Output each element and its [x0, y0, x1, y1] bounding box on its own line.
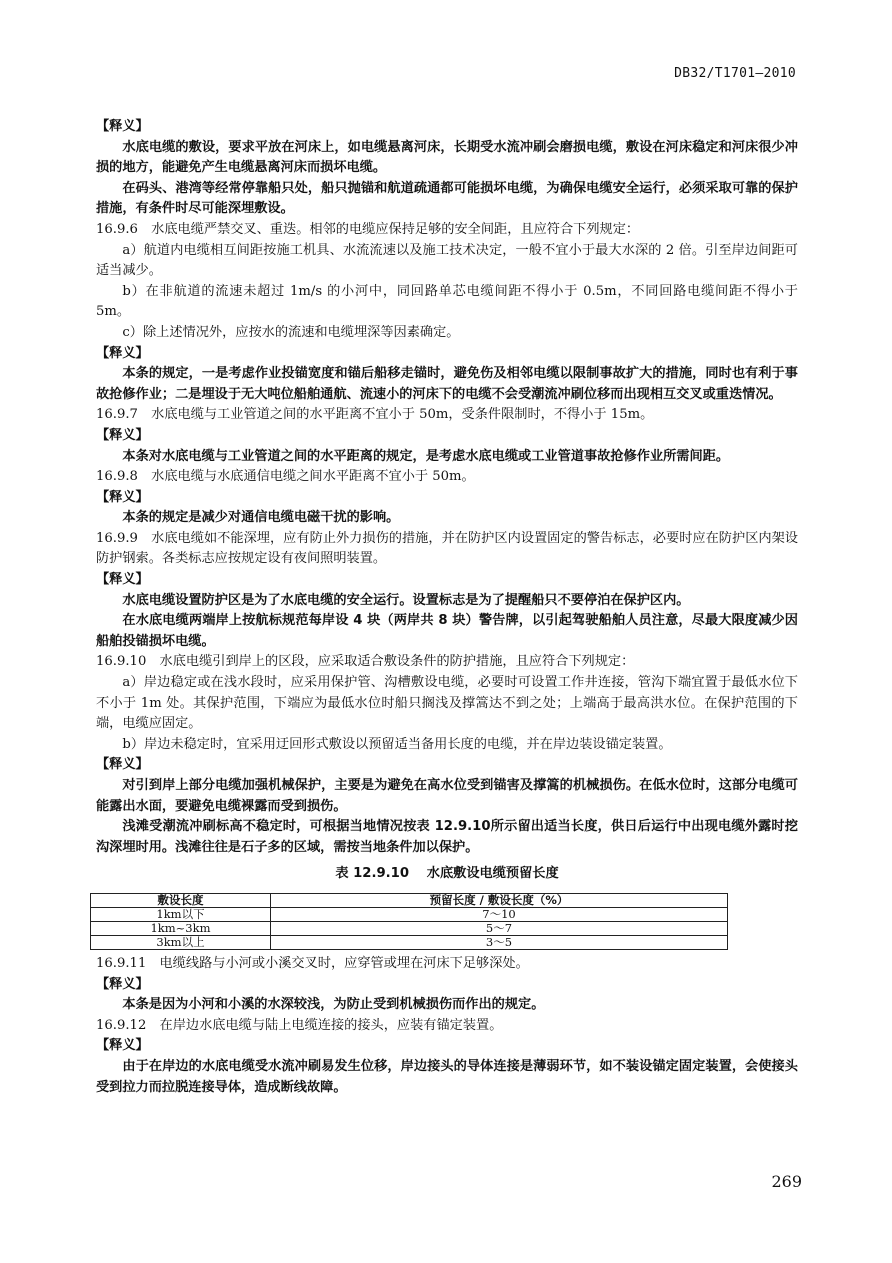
page-number: 269 [771, 1172, 802, 1191]
reserve-length-table [90, 893, 728, 950]
annotation-paragraph: 由于在岸边的水底电缆受水流冲刷易发生位移，岸边接头的导体连接是薄弱环节，如不装设锚定固定装置，会使接头受到拉力而拉脱连接导体，造成断线故障。 [96, 1058, 798, 1095]
annotation-paragraph: 本条的规定，一是考虑作业投锚宽度和锚后船移走锚时，避免伤及相邻电缆以限制事故扩大的措施，同时也有利于事故抢修作业；二是埋设于无大吨位船舶通航、流速小的河床下的电缆不会受潮流冲刷位移而出现相互交叉或重迭情况。 [96, 366, 798, 402]
annotation-label: 【释义】 [96, 427, 149, 443]
page-body [96, 117, 798, 1098]
annotation-label: 【释义】 [96, 119, 149, 134]
table-cell: 3km以上 [91, 935, 271, 949]
annotation-paragraph: 对引到岸上部分电缆加强机械保护，主要是为避免在高水位受到锚害及撑篙的机械损伤。在低水位时，这部分电缆可能露出水面，要避免电缆裸露而受到损伤。 [96, 778, 798, 814]
clause-16-9-8: 16.9.8 水底电缆与水底通信电缆之间水平距离不宜小于 50m。 [96, 469, 475, 485]
clause-16-9-9: 16.9.9 水底电缆如不能深埋，应有防止外力损伤的措施，并在防护区内设置固定的警告标志，必要时应在防护区内架设防护钢索。各类标志应按规定设有夜间照明装置。 [96, 530, 798, 567]
table-cell: 1km~3km [91, 921, 271, 935]
annotation-label: 【释义】 [96, 572, 149, 588]
table-header-cell: 预留长度 / 敷设长度（%） [271, 893, 728, 907]
table-row [91, 935, 728, 949]
table-row [91, 907, 728, 921]
clause-16-9-6: 16.9.6 水底电缆严禁交叉、重迭。相邻的电缆应保持足够的安全间距，且应符合下列规定： [96, 221, 640, 237]
table-row [91, 921, 728, 935]
table-header-row [91, 893, 728, 907]
clause-item: a）岸边稳定或在浅水段时，应采用保护管、沟槽敷设电缆，必要时可设置工作井连接，管沟下端宜置于最低水位下不小于 1m 处。其保护范围，下端应为最低水位时船只搁浅及撑篙达不到之处；上端高于最高洪水位。在保护范围的下端，电缆应固定。 [96, 675, 798, 732]
annotation-paragraph: 本条对水底电缆与工业管道之间的水平距离的规定，是考虑水底电缆或工业管道事故抢修作业所需间距。 [122, 448, 730, 464]
annotation-label: 【释义】 [96, 1038, 149, 1054]
annotation-paragraph: 在水底电缆两端岸上按航标规范每岸设 4 块（两岸共 8 块）警告牌，以引起驾驶船舶人员注意，尽最大限度减少因船舶投锚损坏电缆。 [96, 613, 798, 649]
clause-item: a）航道内电缆相互间距按施工机具、水流流速以及施工技术决定，一般不宜小于最大水深的 2 倍。引至岸边间距可适当减少。 [96, 242, 798, 279]
clause-item: b）在非航道的流速未超过 1m/s 的小河中，同回路单芯电缆间距不得小于 0.5m，不同回路电缆间距不得小于 5m。 [96, 283, 798, 320]
annotation-paragraph: 在码头、港湾等经常停靠船只处，船只抛锚和航道疏通都可能损坏电缆，为确保电缆安全运行，必须采取可靠的保护措施，有条件时尽可能深埋敷设。 [96, 180, 798, 217]
annotation-label: 【释义】 [96, 757, 149, 773]
annotation-label: 【释义】 [96, 976, 149, 992]
clause-16-9-10: 16.9.10 水底电缆引到岸上的区段，应采取适合敷设条件的防护措施，且应符合下列规定： [96, 654, 635, 670]
table-cell: 5～7 [271, 921, 728, 935]
annotation-label: 【释义】 [96, 345, 149, 361]
table-caption: 表 12.9.10 水底敷设电缆预留长度 [335, 866, 559, 882]
annotation-paragraph: 水底电缆设置防护区是为了水底电缆的安全运行。设置标志是为了提醒船只不要停泊在保护区内。 [122, 592, 690, 608]
table-cell: 3～5 [271, 935, 728, 949]
table-cell: 1km以下 [91, 907, 271, 921]
clause-16-9-12: 16.9.12 在岸边水底电缆与陆上电缆连接的接头，应装有锚定装置。 [96, 1017, 503, 1033]
annotation-paragraph: 本条是因为小河和小溪的水深较浅，为防止受到机械损伤而作出的规定。 [122, 997, 545, 1013]
annotation-paragraph: 水底电缆的敷设，要求平放在河床上，如电缆悬离河床，长期受水流冲刷会磨损电缆，敷设在河床稳定和河床很少冲损的地方，能避免产生电缆悬离河床而损坏电缆。 [96, 139, 798, 176]
standard-code: DB32/T1701—2010 [674, 66, 796, 81]
annotation-label: 【释义】 [96, 489, 149, 505]
annotation-paragraph: 本条的规定是减少对通信电缆电磁干扰的影响。 [122, 510, 400, 526]
clause-16-9-11: 16.9.11 电缆线路与小河或小溪交叉时，应穿管或埋在河床下足够深处。 [96, 955, 529, 971]
clause-item: b）岸边未稳定时，宜采用迂回形式敷设以预留适当备用长度的电缆，并在岸边装设锚定装置。 [122, 736, 672, 752]
table-header-cell: 敷设长度 [91, 893, 271, 907]
annotation-paragraph: 浅滩受潮流冲刷标高不稳定时，可根据当地情况按表 12.9.10所示留出适当长度，供日后运行中出现电缆外露时挖沟深埋时用。浅滩往往是石子多的区域，需按当地条件加以保护。 [96, 819, 798, 855]
clause-16-9-7: 16.9.7 水底电缆与工业管道之间的水平距离不宜小于 50m，受条件限制时，不得小于 15m。 [96, 407, 654, 423]
table-cell: 7～10 [271, 907, 728, 921]
clause-item: c）除上述情况外，应按水的流速和电缆埋深等因素确定。 [122, 324, 460, 340]
